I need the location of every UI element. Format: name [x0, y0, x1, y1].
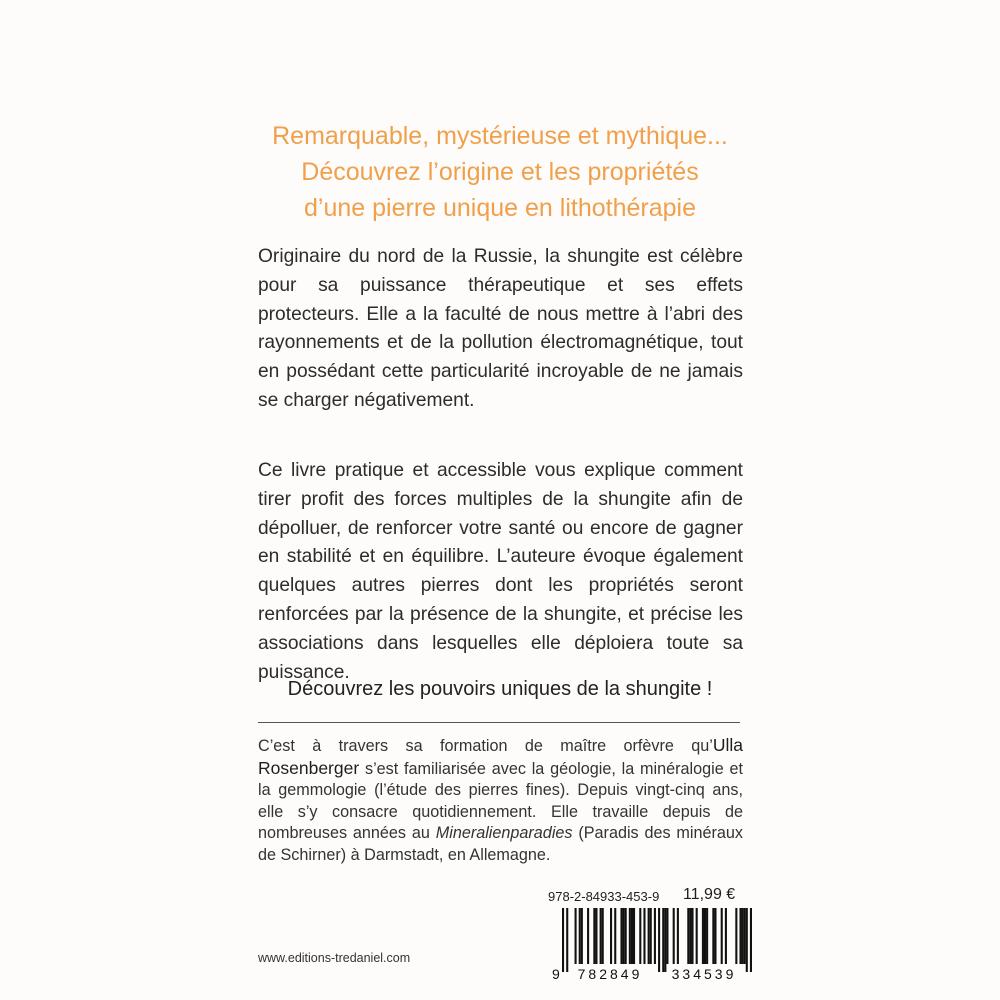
barcode-bar — [610, 908, 612, 964]
barcode-bar — [673, 908, 675, 964]
barcode-bar — [650, 908, 652, 964]
barcode-bar — [696, 908, 698, 964]
barcode-first-digit: 9 — [552, 966, 560, 982]
tagline-line-3: d’une pierre unique en lithothérapie — [304, 194, 696, 222]
barcode-bar — [735, 908, 737, 964]
barcode-bar — [714, 908, 716, 964]
barcode-bar — [687, 908, 689, 964]
barcode-bar — [639, 908, 641, 964]
publisher-website: www.editions-tredaniel.com — [258, 951, 411, 965]
author-name: Ulla Rosenberger — [258, 735, 743, 778]
tagline — [200, 118, 800, 226]
price: 11,99 € — [683, 886, 736, 903]
bio-middle: s’est familiarisée avec la géologie, la minéralogie et la gemmologie (l’étude des pierres fines). Depuis vingt-cinq ans, elle s’y consacre quotidiennement. Elle travaille depuis de nombreuses années au — [258, 759, 743, 842]
author-bio — [258, 735, 743, 866]
bio-end: (Paradis des minéraux de Schirner) à Darmstadt, en Allemagne. — [258, 824, 743, 864]
barcode-bar — [666, 908, 668, 964]
barcode-bar — [566, 908, 568, 972]
barcode-bar — [629, 908, 631, 964]
barcode-bar — [702, 908, 704, 964]
callout-heading: Découvrez les pouvoirs uniques de la shungite ! — [287, 678, 713, 700]
barcode-left-group: 782849 — [577, 966, 643, 982]
barcode-bar — [631, 908, 633, 964]
isbn: 978-2-84933-453-9 — [548, 889, 660, 904]
barcode — [550, 906, 760, 982]
divider — [258, 722, 740, 723]
barcode-bar — [581, 908, 583, 964]
barcode-bar — [600, 908, 602, 964]
barcode-bar — [689, 908, 691, 964]
barcode-bar — [658, 908, 660, 972]
barcode-bar — [595, 908, 597, 964]
barcode-bar — [633, 908, 635, 964]
barcode-bar — [562, 908, 564, 972]
barcode-bar — [575, 908, 577, 964]
barcode-bar — [706, 908, 708, 964]
barcode-bar — [593, 908, 595, 964]
description-paragraph-2: Ce livre pratique et accessible vous explique comment tirer profit des forces multiples de la shungite afin de dépolluer, de renforcer votre santé ou encore de gagner en stabilité et en équilibre. L’auteure évoque également quelques autres pierres dont les propriétés seront renforcées par la présence de la shungite, et précise les associations dans lesquelles elle déploiera toute sa puissance. — [258, 460, 743, 683]
barcode-bar — [643, 908, 645, 964]
tagline-line-1: Remarquable, mystérieuse et mythique... — [272, 122, 728, 150]
barcode-bar — [579, 908, 581, 964]
barcode-bar — [623, 908, 625, 964]
barcode-bar — [614, 908, 616, 964]
barcode-bar — [654, 908, 656, 964]
barcode-bar — [677, 908, 679, 964]
barcode-bar — [587, 908, 589, 964]
barcode-bar — [602, 908, 604, 964]
barcode-bar — [725, 908, 727, 964]
description-paragraph-1: Originaire du nord de la Russie, la shungite est célèbre pour sa puissance thérapeutique et ses effets protecteurs. Elle a la faculté de nous mettre à l’abri des rayonnements et de la pollution électromagnétique, tout en possédant cette particularité incroyable de ne jamais se charger négativement. — [258, 246, 743, 411]
barcode-right-group: 334539 — [671, 966, 737, 982]
bio-intro: C’est à travers sa formation de maître orfèvre qu’ — [258, 737, 713, 755]
barcode-bar — [746, 908, 748, 972]
barcode-bar — [664, 908, 666, 972]
barcode-bar — [691, 908, 693, 964]
barcode-bar — [721, 908, 723, 964]
barcode-bar — [742, 908, 744, 964]
barcode-bar — [704, 908, 706, 964]
barcode-bar — [750, 908, 752, 972]
barcode-bar — [625, 908, 627, 964]
barcode-bar — [712, 908, 714, 964]
workplace-name: Mineralienparadies — [435, 824, 573, 842]
barcode-bar — [739, 908, 741, 964]
barcode-bar — [648, 908, 650, 964]
barcode-bar — [662, 908, 664, 972]
barcode-bar — [620, 908, 622, 964]
tagline-line-2: Découvrez l’origine et les propriétés — [301, 158, 699, 186]
barcode-bar — [744, 908, 746, 964]
barcode-bars — [562, 908, 752, 972]
